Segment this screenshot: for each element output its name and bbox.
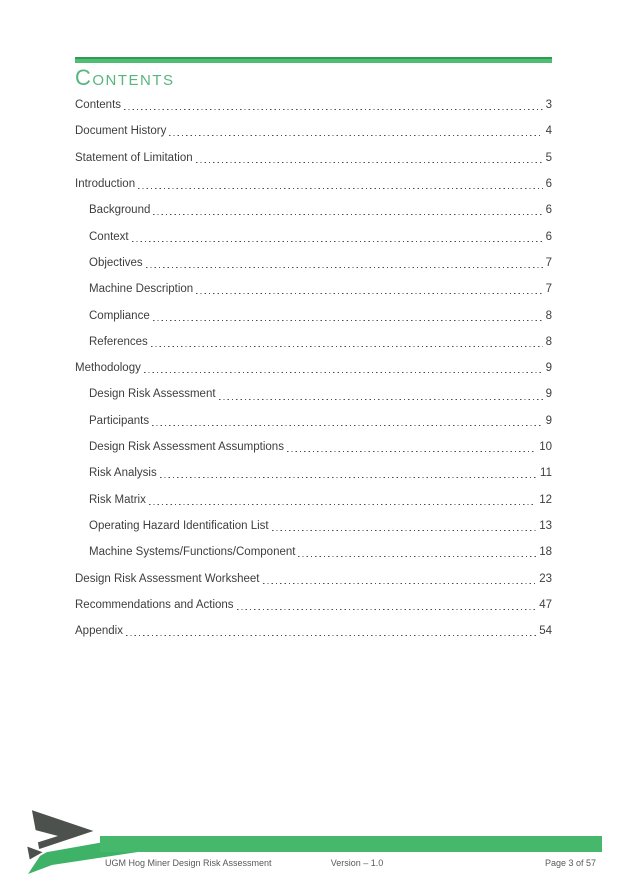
footer-rule xyxy=(100,836,602,852)
toc-entry[interactable] xyxy=(75,439,552,465)
logo-dark-arrow xyxy=(30,808,98,851)
toc-dot-leader xyxy=(152,413,543,427)
toc-dot-leader xyxy=(287,439,536,453)
toc-dot-leader xyxy=(263,571,537,585)
toc-dot-leader xyxy=(144,360,543,374)
toc-entry[interactable] xyxy=(75,281,552,307)
toc-entry[interactable] xyxy=(75,465,552,491)
toc-dot-leader xyxy=(124,97,543,111)
toc-entry[interactable] xyxy=(75,255,552,281)
toc-entry[interactable] xyxy=(75,360,552,386)
toc-entry-label: Risk Analysis xyxy=(89,467,157,480)
toc-entry[interactable] xyxy=(75,176,552,202)
toc-dot-leader xyxy=(153,308,543,322)
toc-dot-leader xyxy=(219,386,543,400)
toc-entry-page-number: 54 xyxy=(539,625,552,638)
toc-entry-label: Statement of Limitation xyxy=(75,151,193,164)
toc-entry-page-number: 47 xyxy=(539,598,552,611)
toc-entry-page-number: 7 xyxy=(545,283,552,296)
toc-entry[interactable] xyxy=(75,413,552,439)
toc-entry-label: Recommendations and Actions xyxy=(75,598,234,611)
toc-entry-label: Introduction xyxy=(75,177,136,190)
toc-dot-leader xyxy=(196,281,542,295)
footer-document-title: UGM Hog Miner Design Risk Assessment xyxy=(105,858,272,868)
toc-entry-page-number: 9 xyxy=(545,362,552,375)
toc-entry-label: Machine Systems/Functions/Component xyxy=(89,546,296,559)
toc-entry[interactable] xyxy=(75,123,552,149)
toc-entry-label: Appendix xyxy=(75,625,123,638)
toc-entry[interactable] xyxy=(75,544,552,570)
toc-entry-page-number: 10 xyxy=(539,441,552,454)
toc-entry-label: Compliance xyxy=(89,309,150,322)
toc-entry-page-number: 11 xyxy=(540,467,552,480)
toc-entry-label: Design Risk Assessment xyxy=(89,388,216,401)
toc-entry[interactable] xyxy=(75,150,552,176)
toc-entry[interactable] xyxy=(75,202,552,228)
toc-dot-leader xyxy=(298,544,536,558)
toc-entry[interactable] xyxy=(75,386,552,412)
toc-entry-page-number: 9 xyxy=(545,388,552,401)
toc-dot-leader xyxy=(138,176,542,190)
toc-entry-page-number: 9 xyxy=(545,414,552,427)
toc-entry[interactable] xyxy=(75,97,552,123)
toc-entry[interactable] xyxy=(75,597,552,623)
toc-entry[interactable] xyxy=(75,229,552,255)
toc-entry-label: References xyxy=(89,335,148,348)
toc-entry-page-number: 6 xyxy=(545,230,552,243)
toc-entry-page-number: 8 xyxy=(545,309,552,322)
toc-entry-page-number: 13 xyxy=(539,520,552,532)
toc-entry-label: Objectives xyxy=(89,256,143,269)
toc-entry-label: Contents xyxy=(75,99,122,111)
toc-entry-page-number: 8 xyxy=(545,335,552,348)
toc-entry[interactable] xyxy=(75,334,552,360)
toc-entry-page-number: 6 xyxy=(545,204,552,217)
toc-dot-leader xyxy=(146,255,543,269)
toc-entry[interactable] xyxy=(75,518,552,544)
toc-entry-page-number: 12 xyxy=(539,493,552,506)
toc-entry-label: Design Risk Assessment Worksheet xyxy=(75,572,260,585)
toc-entry-page-number: 5 xyxy=(545,151,552,164)
footer-version-label: Version – 1.0 xyxy=(330,858,384,868)
toc-dot-leader xyxy=(272,518,537,532)
toc-list xyxy=(75,97,552,650)
toc-entry-label: Risk Matrix xyxy=(89,493,146,506)
toc-entry-label: Participants xyxy=(89,414,150,427)
toc-entry-page-number: 4 xyxy=(545,125,552,138)
toc-entry[interactable] xyxy=(75,623,552,649)
toc-dot-leader xyxy=(132,229,543,243)
toc-dot-leader xyxy=(196,150,543,164)
toc-entry-label: Context xyxy=(89,230,129,243)
toc-dot-leader xyxy=(126,623,536,637)
toc-entry-label: Document History xyxy=(75,125,167,138)
toc-entry-label: Machine Description xyxy=(89,283,194,296)
toc-dot-leader xyxy=(237,597,537,611)
toc-entry-page-number: 3 xyxy=(545,99,552,111)
toc-dot-leader xyxy=(151,334,543,348)
toc-entry[interactable] xyxy=(75,571,552,597)
toc-entry[interactable] xyxy=(75,308,552,334)
toc-entry-label: Methodology xyxy=(75,362,141,375)
toc-entry-page-number: 23 xyxy=(539,572,552,585)
toc-entry[interactable] xyxy=(75,492,552,518)
toc-entry-label: Design Risk Assessment Assumptions xyxy=(89,441,284,454)
toc-entry-label: Background xyxy=(89,204,151,217)
toc-entry-label: Operating Hazard Identification List xyxy=(89,520,269,532)
toc-entry-page-number: 18 xyxy=(539,546,552,559)
toc-entry-page-number: 6 xyxy=(545,177,552,190)
page-title: CONTENTS xyxy=(75,65,175,90)
toc-entry-page-number: 7 xyxy=(545,256,552,269)
toc-dot-leader xyxy=(153,202,542,216)
footer-page-number: Page 3 of 57 xyxy=(544,858,596,868)
toc-dot-leader xyxy=(160,465,537,479)
toc-dot-leader xyxy=(169,123,542,137)
heading-rule xyxy=(75,57,552,63)
toc-dot-leader xyxy=(149,492,536,506)
